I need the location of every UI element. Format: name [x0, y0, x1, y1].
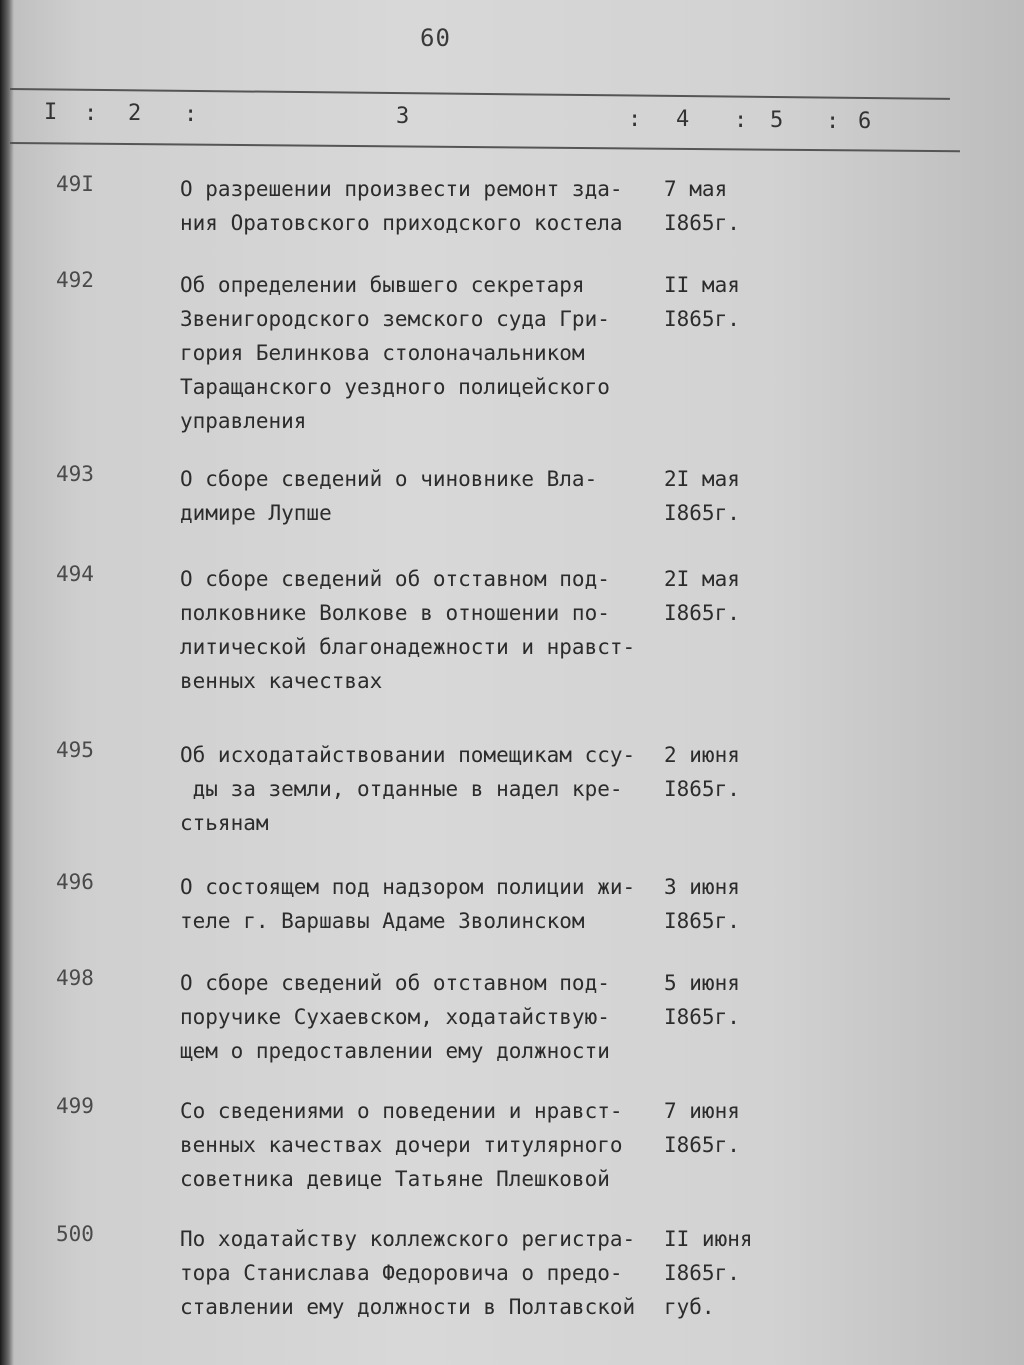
entry-title: По ходатайству коллежского регистра- тора Станислава Федоровича о предо- ставлении ему должности в Полтавской — [180, 1227, 636, 1319]
entry-number: 499 — [56, 1094, 94, 1118]
entry-title: Со сведениями о поведении и нравст- венных качествах дочери титулярного советника девице Татьяне Плешковой — [180, 1099, 623, 1191]
column-header: 2 — [128, 101, 142, 127]
column-header: : — [628, 106, 642, 132]
column-header: 3 — [396, 104, 410, 130]
entry-title: О разрешении произвести ремонт зда- ния Оратовского приходского костела — [180, 177, 623, 235]
page-number: 60 — [420, 24, 451, 52]
entry-number: 495 — [56, 738, 94, 762]
entry-number: 496 — [56, 870, 94, 894]
entry-date: II июня I865г. губ. — [664, 1227, 753, 1319]
header-rule-top — [10, 88, 950, 100]
column-header: : — [826, 108, 840, 134]
entry-date: 2I мая I865г. — [664, 467, 740, 525]
column-header: 5 — [770, 108, 784, 134]
entry-date: 2I мая I865г. — [664, 567, 740, 625]
entry-date: 7 мая I865г. — [664, 177, 740, 235]
entry-number: 498 — [56, 966, 94, 990]
binding-shadow — [0, 0, 14, 1365]
entry-date: II мая I865г. — [664, 273, 740, 331]
entry-number: 493 — [56, 462, 94, 486]
entry-title: Об определении бывшего секретаря Звенигородского земского суда Гри- гория Белинкова столоначальником Таращанского уездного полицейского управления — [180, 273, 610, 433]
entry-date: 2 июня I865г. — [664, 743, 740, 801]
header-rule-bottom — [10, 142, 960, 152]
column-header: I — [44, 100, 58, 126]
entry-title: О сборе сведений об отставном под- поручике Сухаевском, ходатайствую- щем о предоставлении ему должности — [180, 971, 610, 1063]
column-header: : — [184, 101, 198, 127]
entry-date: 7 июня I865г. — [664, 1099, 740, 1157]
column-header: 4 — [676, 107, 690, 133]
entry-title: О сборе сведений об отставном под- полковнике Волкове в отношении по- литической благонадежности и нравст- венных качествах — [180, 567, 636, 693]
entry-title: О сборе сведений о чиновнике Вла- димире Лупше — [180, 467, 598, 525]
column-header: : — [84, 100, 98, 126]
entry-date: 5 июня I865г. — [664, 971, 740, 1029]
entry-title: Об исходатайствовании помещикам ссу- ды за земли, отданные в надел кре- стьянам — [180, 743, 636, 835]
entry-title: О состоящем под надзором полиции жи- теле г. Варшавы Адаме Зволинском — [180, 875, 636, 933]
entry-number: 494 — [56, 562, 94, 586]
entry-number: 492 — [56, 268, 94, 292]
entry-date: 3 июня I865г. — [664, 875, 740, 933]
entry-number: 49I — [56, 172, 94, 196]
column-header: : — [734, 107, 748, 133]
entry-number: 500 — [56, 1222, 94, 1246]
column-header: 6 — [858, 109, 872, 135]
